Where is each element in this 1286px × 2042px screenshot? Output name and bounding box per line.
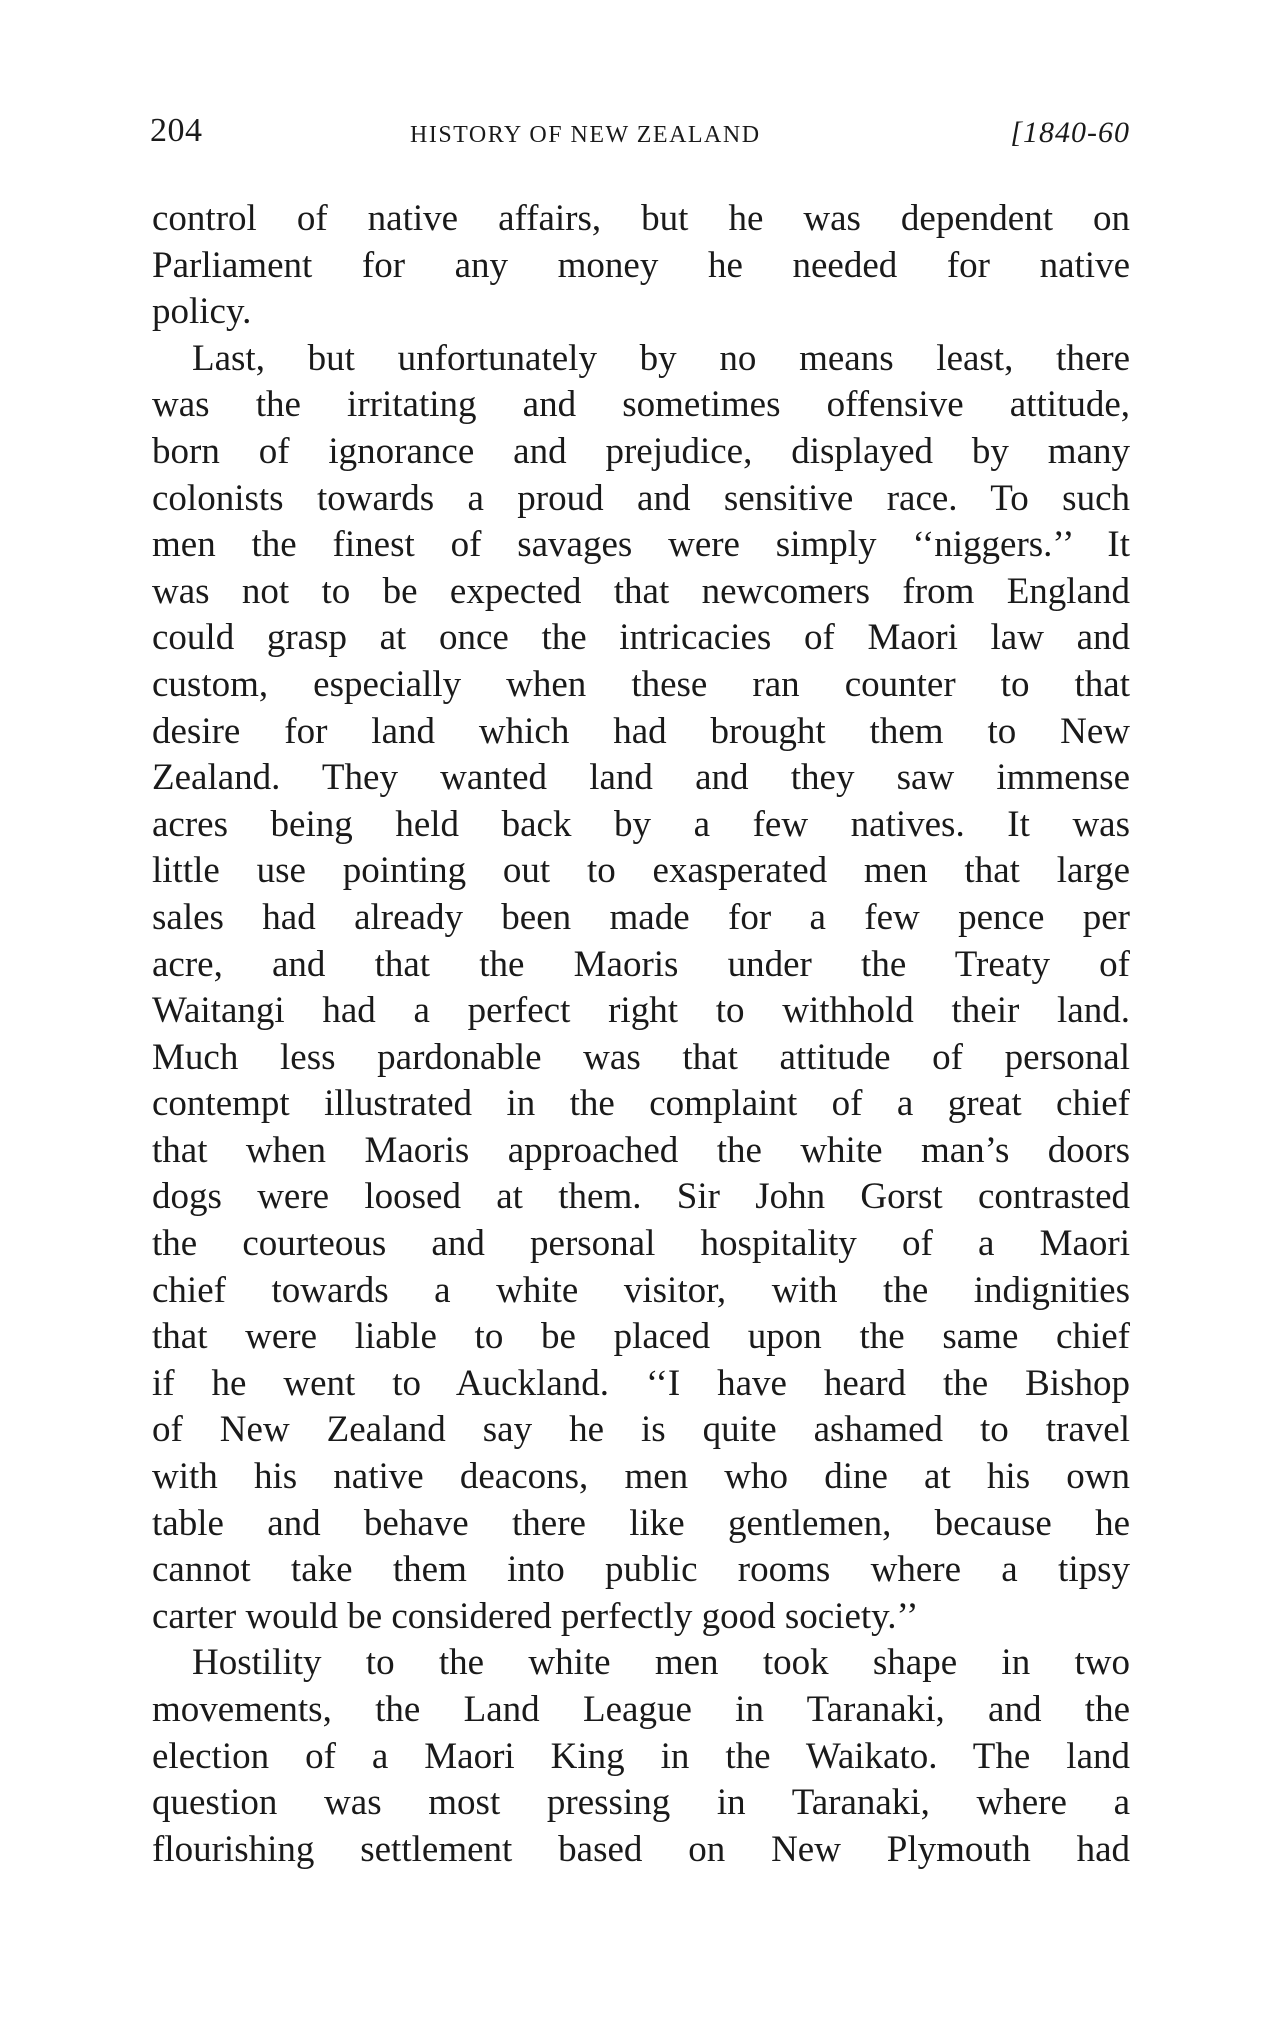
text-line: desire for land which had brought them to New bbox=[152, 710, 1130, 752]
text-line: movements, the Land League in Taranaki, and the bbox=[152, 1689, 1130, 1730]
text-line: cannot take them into public rooms where a tipsy bbox=[152, 1549, 1130, 1591]
text-line: born of ignorance and prejudice, displayed by many bbox=[152, 430, 1130, 472]
body-text bbox=[152, 196, 1130, 1873]
text-line: men the finest of savages were simply ‘‘niggers.’’ It bbox=[152, 524, 1130, 566]
page-number: 204 bbox=[150, 112, 203, 149]
text-line: Last, but unfortunately by no means least, there bbox=[192, 337, 1130, 379]
running-head bbox=[150, 112, 1130, 162]
text-line: question was most pressing in Taranaki, where a bbox=[152, 1782, 1130, 1824]
text-line: that were liable to be placed upon the same chief bbox=[152, 1316, 1130, 1358]
text-line: that when Maoris approached the white man’s doors bbox=[152, 1129, 1130, 1171]
text-line: was not to be expected that newcomers from England bbox=[152, 570, 1130, 612]
text-line: acres being held back by a few natives. It was bbox=[152, 803, 1130, 845]
text-line: policy. bbox=[152, 291, 252, 333]
text-line: Much less pardonable was that attitude of personal bbox=[152, 1036, 1130, 1078]
running-title: HISTORY OF NEW ZEALAND bbox=[410, 122, 761, 148]
text-line: flourishing settlement based on New Plymouth had bbox=[152, 1828, 1130, 1870]
text-line: if he went to Auckland. ‘‘I have heard the Bishop bbox=[152, 1362, 1130, 1404]
text-line: colonists towards a proud and sensitive race. To such bbox=[152, 477, 1130, 519]
text-line: Waitangi had a perfect right to withhold their land. bbox=[152, 990, 1130, 1032]
date-range: [1840-60 bbox=[1010, 116, 1130, 149]
text-line: with his native deacons, men who dine at his own bbox=[152, 1456, 1130, 1498]
text-line: of New Zealand say he is quite ashamed to travel bbox=[152, 1409, 1130, 1451]
text-line: the courteous and personal hospitality of a Maori bbox=[152, 1223, 1130, 1265]
text-line: contempt illustrated in the complaint of a great chief bbox=[152, 1083, 1130, 1125]
text-line: custom, especially when these ran counter to that bbox=[152, 663, 1130, 705]
text-line: Hostility to the white men took shape in two bbox=[192, 1642, 1130, 1684]
text-line: was the irritating and sometimes offensive attitude, bbox=[152, 384, 1130, 426]
text-line: control of native affairs, but he was dependent on bbox=[152, 198, 1130, 239]
text-line: table and behave there like gentlemen, because he bbox=[152, 1502, 1130, 1544]
text-line: Parliament for any money he needed for native bbox=[152, 244, 1130, 286]
text-line: Zealand. They wanted land and they saw immense bbox=[152, 757, 1130, 799]
text-line: could grasp at once the intricacies of Maori law and bbox=[152, 617, 1130, 659]
text-line: election of a Maori King in the Waikato. The land bbox=[152, 1735, 1130, 1777]
text-line: dogs were loosed at them. Sir John Gorst contrasted bbox=[152, 1176, 1130, 1218]
text-line: acre, and that the Maoris under the Treaty of bbox=[152, 943, 1130, 985]
text-line: carter would be considered perfectly good society.’’ bbox=[152, 1595, 919, 1637]
text-line: sales had already been made for a few pence per bbox=[152, 896, 1130, 938]
text-line: chief towards a white visitor, with the indignities bbox=[152, 1269, 1130, 1311]
text-line: little use pointing out to exasperated men that large bbox=[152, 850, 1130, 892]
